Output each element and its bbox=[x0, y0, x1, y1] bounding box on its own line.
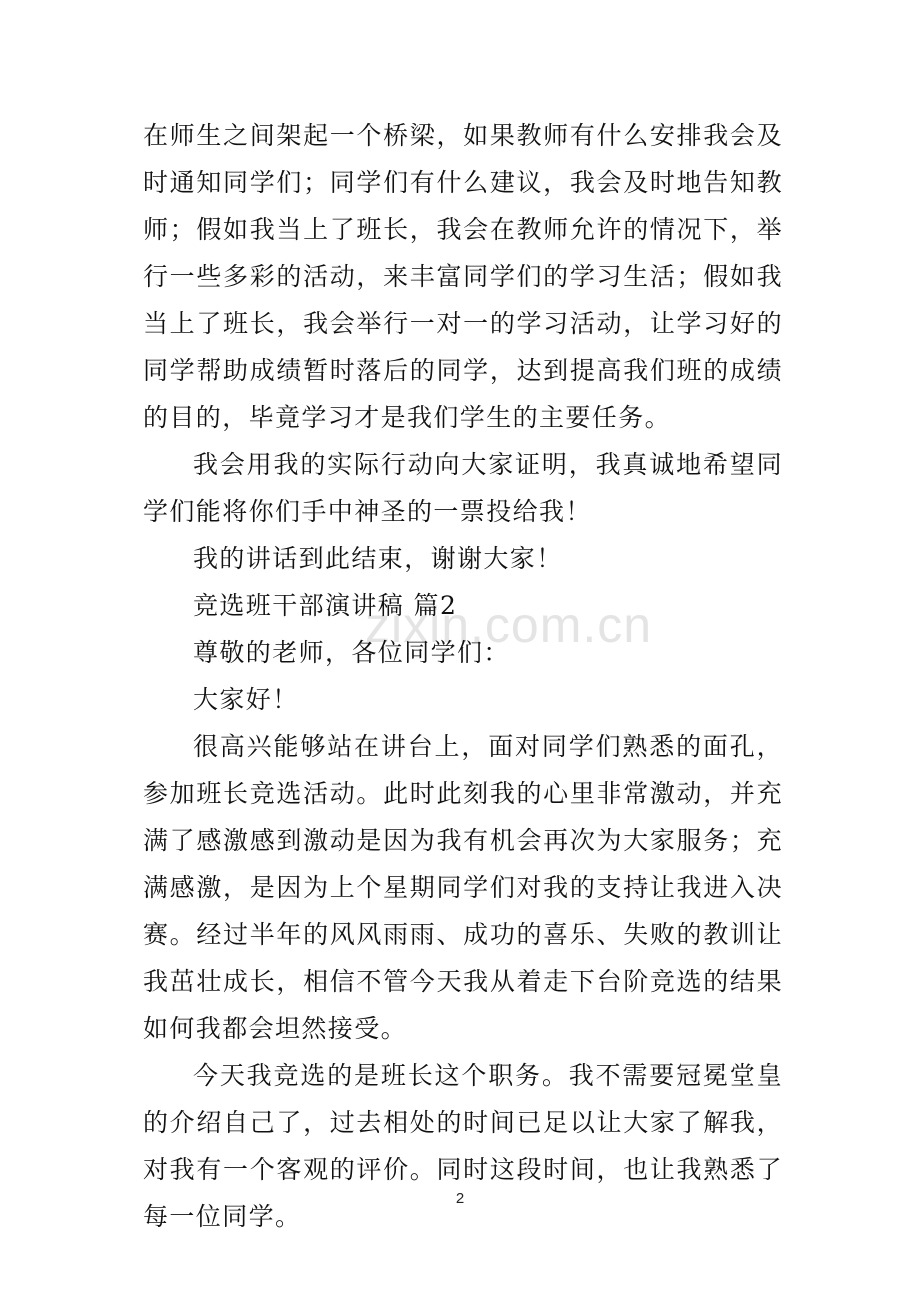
paragraph-7: 很高兴能够站在讲台上，面对同学们熟悉的面孔，参加班长竞选活动。此时此刻我的心里非常激动，并充满了感激感到激动是因为我有机会再次为大家服务；充满感激，是因为上个星期同学们对我的支持让我进入决赛。经过半年的风风雨雨、成功的喜乐、失败的教训让我茁壮成长，相信不管今天我从着走下台阶竞选的结果如何我都会坦然接受。 bbox=[143, 732, 783, 1043]
greeting: 大家好！ bbox=[193, 685, 299, 714]
paragraph-2: 我会用我的实际行动向大家证明，我真诚地希望同学们能将你们手中神圣的一票投给我！ bbox=[143, 450, 783, 526]
page-number: 2 bbox=[455, 1190, 465, 1207]
paragraph-8: 今天我竞选的是班长这个职务。我不需要冠冕堂皇的介绍自己了，过去相处的时间已足以让大家了解我，对我有一个客观的评价。同时这段时间，也让我熟悉了每一位同学。 bbox=[143, 1061, 783, 1231]
document-body bbox=[143, 112, 783, 1240]
salutation: 尊敬的老师，各位同学们： bbox=[193, 638, 510, 667]
paragraph-3: 我的讲话到此结束，谢谢大家！ bbox=[193, 544, 563, 573]
watermark: zixin.com.cn bbox=[365, 597, 653, 653]
paragraph-1: 在师生之间架起一个桥梁，如果教师有什么安排我会及时通知同学们；同学们有什么建议，我会及时地告知教师；假如我当上了班长，我会在教师允许的情况下，举行一些多彩的活动，来丰富同学们的学习生活；假如我当上了班长，我会举行一对一的学习活动，让学习好的同学帮助成绩暂时落后的同学，达到提高我们班的成绩的目的，毕竟学习才是我们学生的主要任务。 bbox=[143, 121, 783, 432]
section-heading: 竞选班干部演讲稿 篇2 bbox=[193, 591, 458, 620]
